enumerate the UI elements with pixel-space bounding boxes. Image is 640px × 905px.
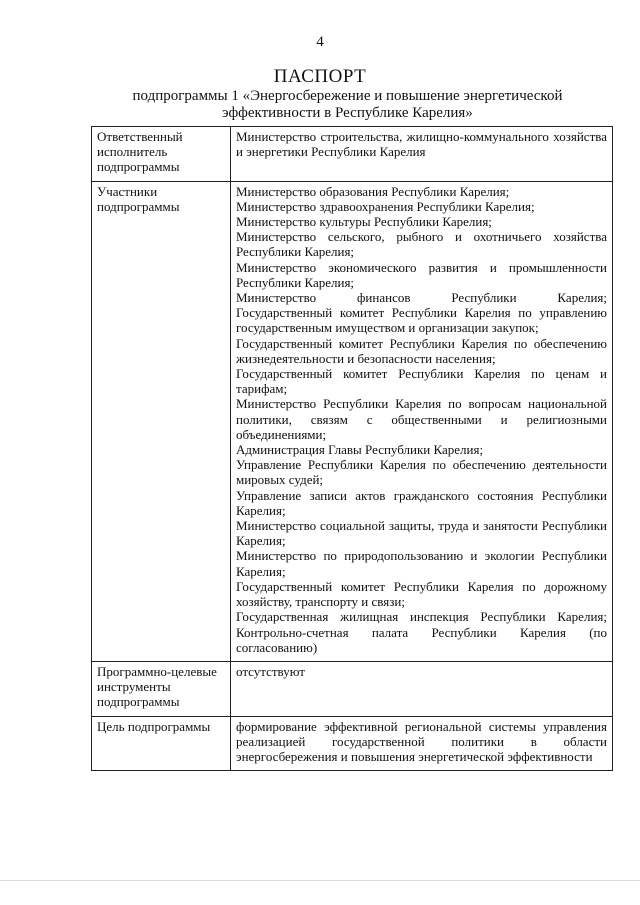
list-item: Государственная жилищная инспекция Республики Карелия; (236, 609, 607, 625)
list-item: Министерство по природопользованию и экологии Республики Карелия; (236, 548, 607, 579)
list-item: Министерство культуры Республики Карелия; (236, 214, 492, 230)
row-value (231, 181, 613, 661)
list-item: Министерство образования Республики Карелия; (236, 183, 510, 199)
list-item: Государственный комитет Республики Карелия по ценам и тарифам; (236, 366, 607, 397)
list-item: Государственный комитет Республики Карелия по обеспечению жизнедеятельности и безопасности населения; (236, 335, 607, 366)
passport-table (91, 126, 613, 771)
row-label: Ответственный исполнитель подпрограммы (92, 127, 231, 182)
table-row (92, 181, 613, 661)
subtitle-line: подпрограммы 1 «Энергосбережение и повышение энергетической (132, 88, 563, 104)
scan-edge-divider (0, 880, 640, 881)
row-label: Цель подпрограммы (92, 716, 231, 771)
row-label: Участники подпрограммы (92, 181, 231, 661)
list-item: Министерство экономического развития и промышленности Республики Карелия; (236, 259, 607, 290)
row-value (231, 127, 613, 182)
list-item: отсутствуют (236, 663, 305, 679)
page-number: 4 (316, 34, 324, 50)
list-item: Министерство Республики Карелия по вопросам национальной политики, связям с общественными и религиозными объединениями; (236, 396, 607, 442)
table-row (92, 716, 613, 771)
list-item: Контрольно-счетная палата Республики Карелия (по согласованию) (236, 624, 607, 655)
row-label: Программно-целевые инструменты подпрограммы (92, 661, 231, 716)
table-row (92, 661, 613, 716)
row-value (231, 716, 613, 771)
document-subtitle (110, 88, 585, 122)
list-item: Министерство здравоохранения Республики Карелия; (236, 198, 535, 214)
row-value (231, 661, 613, 716)
list-item: формирование эффективной региональной системы управления реализацией государственной политики в области энергосбережения и повышения энергетической эффективности (236, 718, 607, 764)
list-item: Управление Республики Карелия по обеспечению деятельности мировых судей; (236, 457, 607, 488)
document-title: ПАСПОРТ (273, 66, 367, 87)
table-row (92, 127, 613, 182)
list-item: Государственный комитет Республики Карелия по дорожному хозяйству, транспорту и связи; (236, 578, 607, 610)
list-item: Министерство финансов Республики Карелия; (236, 290, 607, 306)
list-item: Государственный комитет Республики Карелия по управлению государственным имуществом и организации закупок; (236, 305, 607, 336)
list-item: Министерство строительства, жилищно-коммунального хозяйства и энергетики Республики Карелия (236, 129, 607, 160)
list-item: Управление записи актов гражданского состояния Республики Карелия; (236, 487, 607, 518)
subtitle-line: эффективности в Республике Карелия» (222, 105, 473, 121)
list-item: Министерство социальной защиты, труда и занятости Республики Карелия; (236, 518, 607, 549)
list-item: Министерство сельского, рыбного и охотничьего хозяйства Республики Карелия; (236, 229, 607, 260)
list-item: Администрация Главы Республики Карелия; (236, 442, 484, 458)
